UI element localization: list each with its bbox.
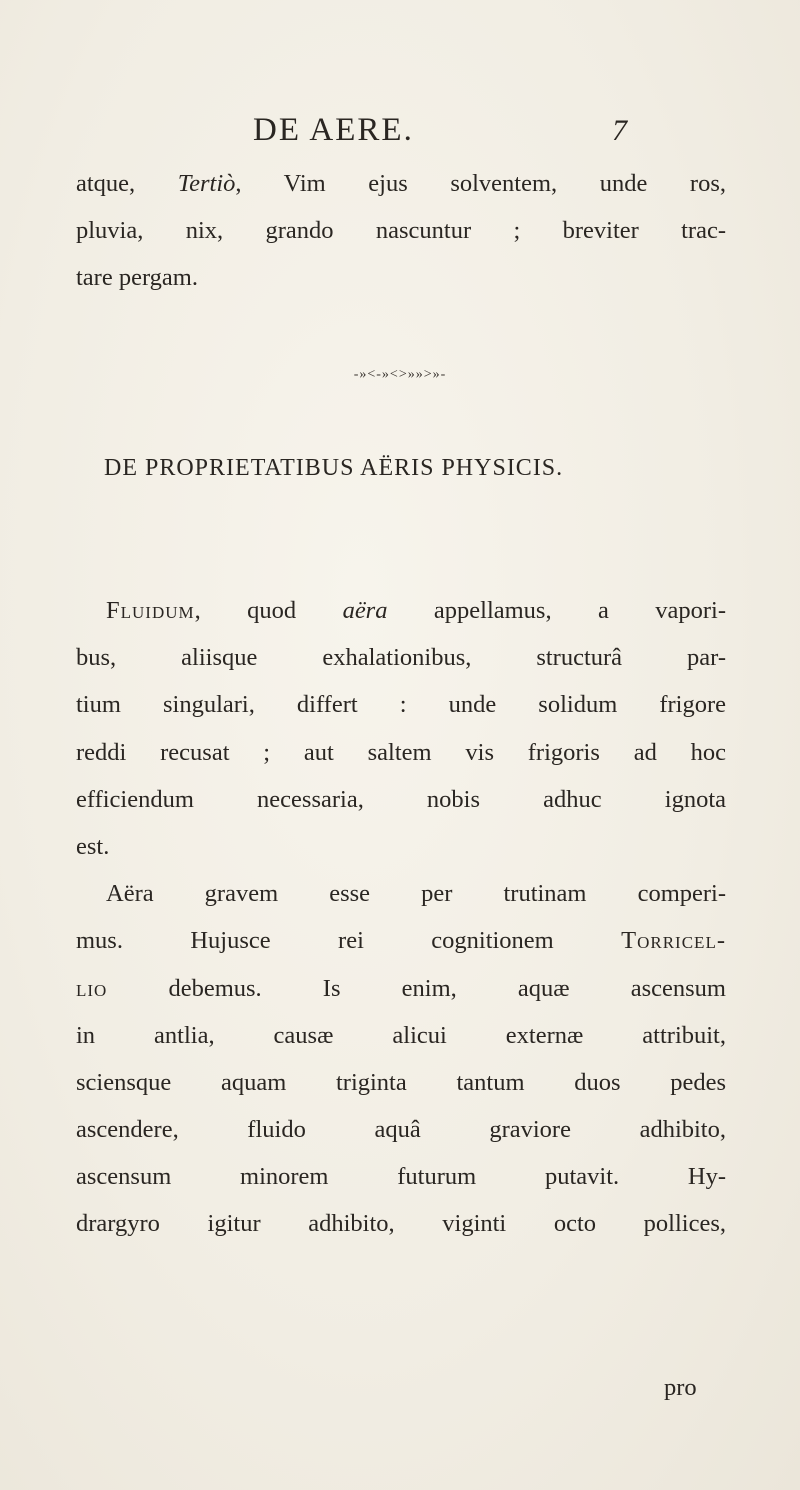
text-line: ascendere, fluido aquâ graviore adhibito,: [76, 1116, 726, 1144]
text-line: bus, aliisque exhalationibus, structurâ par-: [76, 644, 726, 672]
smallcaps-lead: Fluidum: [106, 597, 195, 624]
smallcaps-name: Torricel-: [621, 927, 726, 955]
text-line: mus. Hujusce rei cognitionem Torricel-: [76, 927, 726, 955]
ornament-divider: -»<-»<>»»>»-: [353, 367, 447, 382]
text-line: ascensum minorem futurum putavit. Hy-: [76, 1163, 726, 1191]
text-line: reddi recusat ; aut saltem vis frigoris ad hoc: [76, 738, 726, 766]
running-title: DE AERE.: [253, 112, 414, 148]
text-line: pluvia, nix, grando nascuntur ; breviter trac-: [76, 217, 726, 245]
main-text: [76, 587, 726, 1248]
text-line: drargyro igitur adhibito, viginti octo pollices,: [76, 1210, 726, 1238]
italic-word: Tertiò: [177, 170, 236, 197]
text-line: efficiendum necessaria, nobis adhuc ignota: [76, 785, 726, 813]
italic-word: aëra: [342, 597, 388, 624]
text-line: Fluidum, quod aëra appellamus, a vapori-: [106, 597, 727, 624]
text-line: tare pergam.: [76, 264, 198, 292]
running-head: [0, 112, 800, 152]
page-number: 7: [612, 114, 627, 147]
catchword: pro: [664, 1374, 697, 1401]
text-line: in antlia, causæ alicui externæ attribuit,: [76, 1021, 726, 1049]
text-line: Aëra gravem esse per trutinam comperi-: [106, 880, 726, 908]
intro-paragraph: [76, 160, 726, 302]
text-line: atque, Tertiò, Vim ejus solventem, unde ros,: [76, 170, 726, 197]
section-heading: DE PROPRIETATIBUS AËRIS PHYSICIS.: [104, 455, 564, 481]
text-line: tium singulari, differt : unde solidum frigore: [76, 691, 726, 719]
text-line: sciensque aquam triginta tantum duos pedes: [76, 1068, 726, 1096]
text-line: est.: [76, 832, 110, 860]
text-line: lio debemus. Is enim, aquæ ascensum: [76, 974, 726, 1002]
smallcaps-name: lio: [76, 974, 108, 1002]
